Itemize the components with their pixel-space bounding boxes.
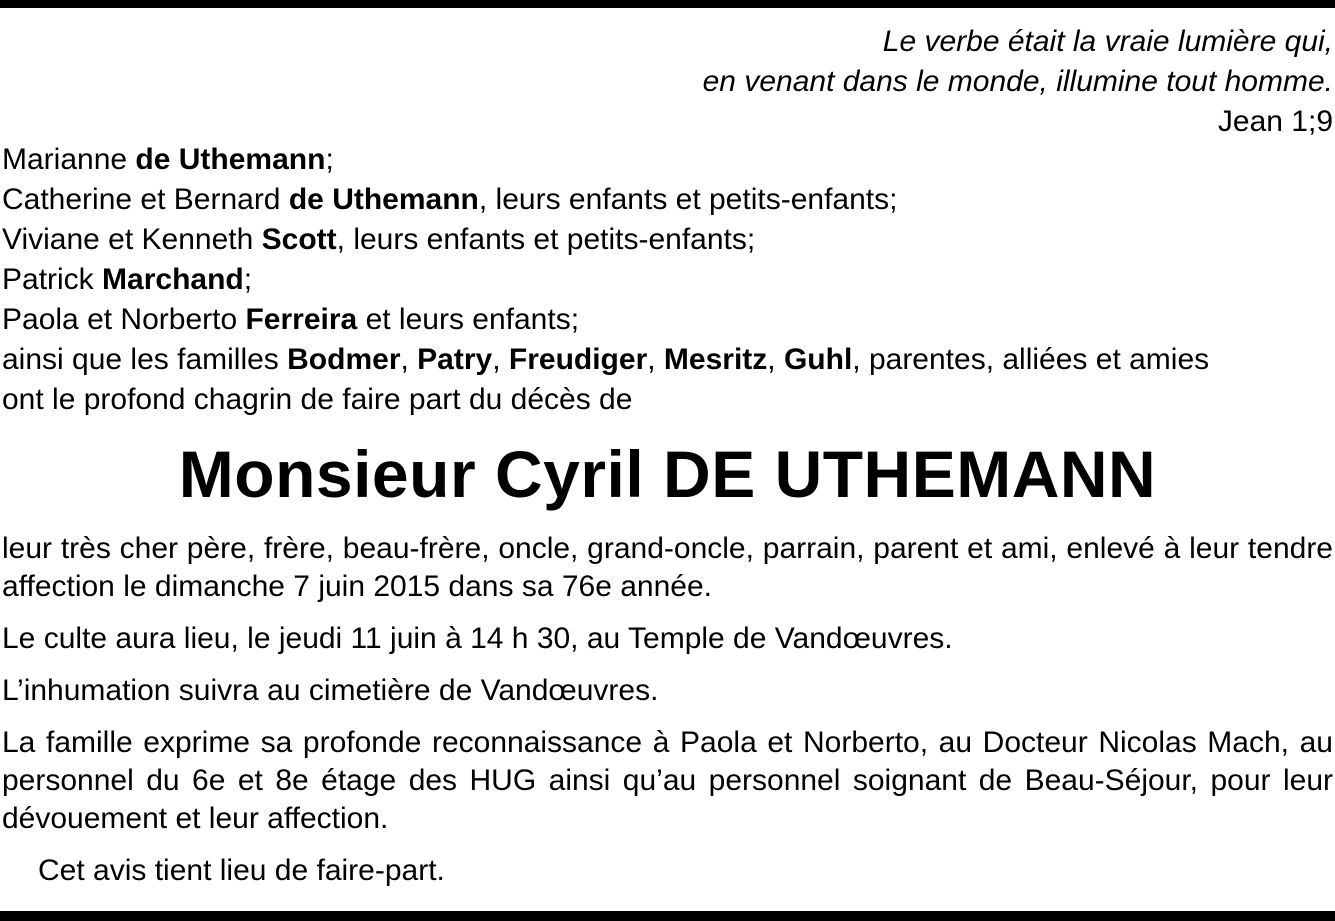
family-list xyxy=(2,140,1333,420)
top-rule xyxy=(0,0,1335,8)
thanks-paragraph: La famille exprime sa profonde reconnaissance à Paola et Norberto, au Docteur Nicolas Mach, au personnel du 6e et 8e étage des HUG ainsi qu’au personnel soignant de Beau-Séjour, pour leur dévouement et leur affection. xyxy=(2,726,1333,835)
family-surname: Bodmer xyxy=(287,343,401,376)
epigraph xyxy=(2,22,1333,142)
family-line: Patrick Marchand; xyxy=(2,263,253,296)
deceased-name: Monsieur Cyril DE UTHEMANN xyxy=(178,437,1157,511)
families-line: ainsi que les familles Bodmer, Patry, Freudiger, Mesritz, Guhl, parentes, alliées et amies xyxy=(2,343,1210,376)
family-line: Paola et Norberto Ferreira et leurs enfants; xyxy=(2,303,580,336)
epigraph-reference: Jean 1;9 xyxy=(1217,105,1333,138)
family-surname: Freudiger xyxy=(508,343,648,376)
family-surname: Guhl xyxy=(783,343,853,376)
epigraph-line-2: en venant dans le monde, illumine tout homme. xyxy=(702,65,1333,98)
relation-paragraph: leur très cher père, frère, beau-frère, oncle, grand-oncle, parrain, parent et ami, enlevé à leur tendre affection le dimanche 7 juin 2015 dans sa 76e année. xyxy=(2,532,1333,603)
bottom-rule xyxy=(0,911,1335,921)
family-surname: Mesritz xyxy=(663,343,768,376)
family-line: Marianne de Uthemann; xyxy=(2,143,334,176)
family-surname: Ferreira xyxy=(245,303,358,336)
service-paragraph: Le culte aura lieu, le jeudi 11 juin à 14 h 30, au Temple de Vandœuvres. xyxy=(2,622,953,655)
closing-note: Cet avis tient lieu de faire-part. xyxy=(38,854,445,887)
family-surname: de Uthemann xyxy=(135,143,326,176)
family-surname: Patry xyxy=(417,343,493,376)
family-line: Catherine et Bernard de Uthemann, leurs enfants et petits-enfants; xyxy=(2,183,898,216)
obituary-notice xyxy=(2,22,1333,890)
family-line: Viviane et Kenneth Scott, leurs enfants et petits-enfants; xyxy=(2,223,756,256)
family-surname: Marchand xyxy=(102,263,244,296)
burial-paragraph: L’inhumation suivra au cimetière de Vandœuvres. xyxy=(2,674,659,707)
announce-line: ont le profond chagrin de faire part du décès de xyxy=(2,383,633,416)
family-surname: de Uthemann xyxy=(288,183,479,216)
family-surname: Scott xyxy=(261,223,337,256)
epigraph-line-1: Le verbe était la vraie lumière qui, xyxy=(882,25,1333,58)
